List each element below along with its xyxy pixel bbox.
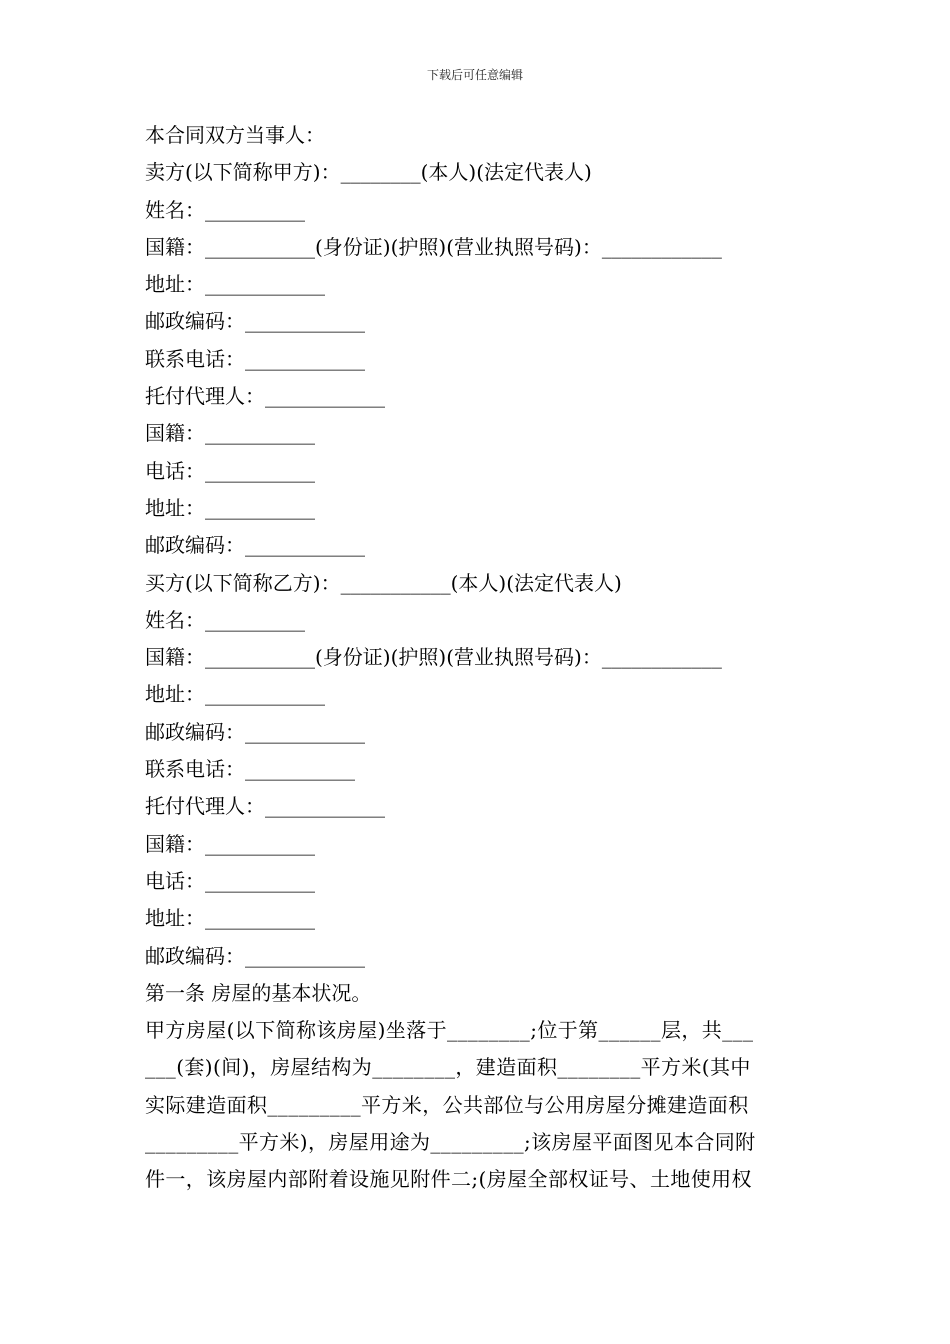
seller-agent-field: 托付代理人：____________: [145, 384, 385, 409]
paragraph-line: 实际建造面积_________平方米，公共部位与公用房屋分摊建造面积: [145, 1092, 749, 1117]
buyer-address-field: 地址：____________: [145, 682, 325, 707]
parties-heading: 本合同双方当事人：: [145, 123, 325, 147]
buyer-agent-address-field: 地址：___________: [145, 906, 315, 931]
page-header: 下载后可任意编辑: [426, 68, 523, 82]
seller-phone-field: 联系电话：____________: [145, 346, 365, 371]
seller-name-field: 姓名：__________: [145, 197, 305, 222]
seller-line: 卖方(以下简称甲方)：________(本人)(法定代表人): [145, 160, 592, 185]
buyer-name-field: 姓名：__________: [145, 607, 305, 632]
paragraph-line: 件一，该房屋内部附着设施见附件二;(房屋全部权证号、土地使用权: [145, 1167, 752, 1192]
buyer-phone-field: 联系电话：___________: [145, 757, 355, 782]
buyer-line: 买方(以下简称乙方)：___________(本人)(法定代表人): [145, 570, 622, 595]
paragraph-line: _________平方米)，房屋用途为_________;该房屋平面图见本合同附: [145, 1130, 756, 1155]
paragraph-line: ___(套)(间)，房屋结构为________，建造面积________平方米(其中: [145, 1055, 751, 1080]
buyer-agent-nationality-field: 国籍：___________: [145, 831, 315, 856]
buyer-agent-postcode-field: 邮政编码：____________: [145, 943, 365, 968]
seller-agent-postcode-field: 邮政编码：____________: [145, 533, 365, 558]
seller-postcode-field: 邮政编码：____________: [145, 309, 365, 334]
seller-nationality-field: 国籍：___________(身份证)(护照)(营业执照号码)：____________: [145, 234, 722, 259]
article-one-heading: 第一条 房屋的基本状况。: [145, 980, 372, 1005]
seller-address-field: 地址：____________: [145, 272, 325, 297]
article-one-paragraph: [145, 1012, 815, 1198]
paragraph-line: 甲方房屋(以下简称该房屋)坐落于________;位于第______层，共___: [145, 1018, 754, 1043]
seller-agent-nationality-field: 国籍：___________: [145, 421, 315, 446]
seller-agent-address-field: 地址：___________: [145, 495, 315, 520]
seller-agent-phone-field: 电话：___________: [145, 458, 315, 483]
buyer-agent-field: 托付代理人：____________: [145, 794, 385, 819]
document-body: [145, 117, 815, 1199]
buyer-postcode-field: 邮政编码：____________: [145, 719, 365, 744]
buyer-agent-phone-field: 电话：___________: [145, 868, 315, 893]
buyer-nationality-field: 国籍：___________(身份证)(护照)(营业执照号码)：____________: [145, 645, 722, 670]
